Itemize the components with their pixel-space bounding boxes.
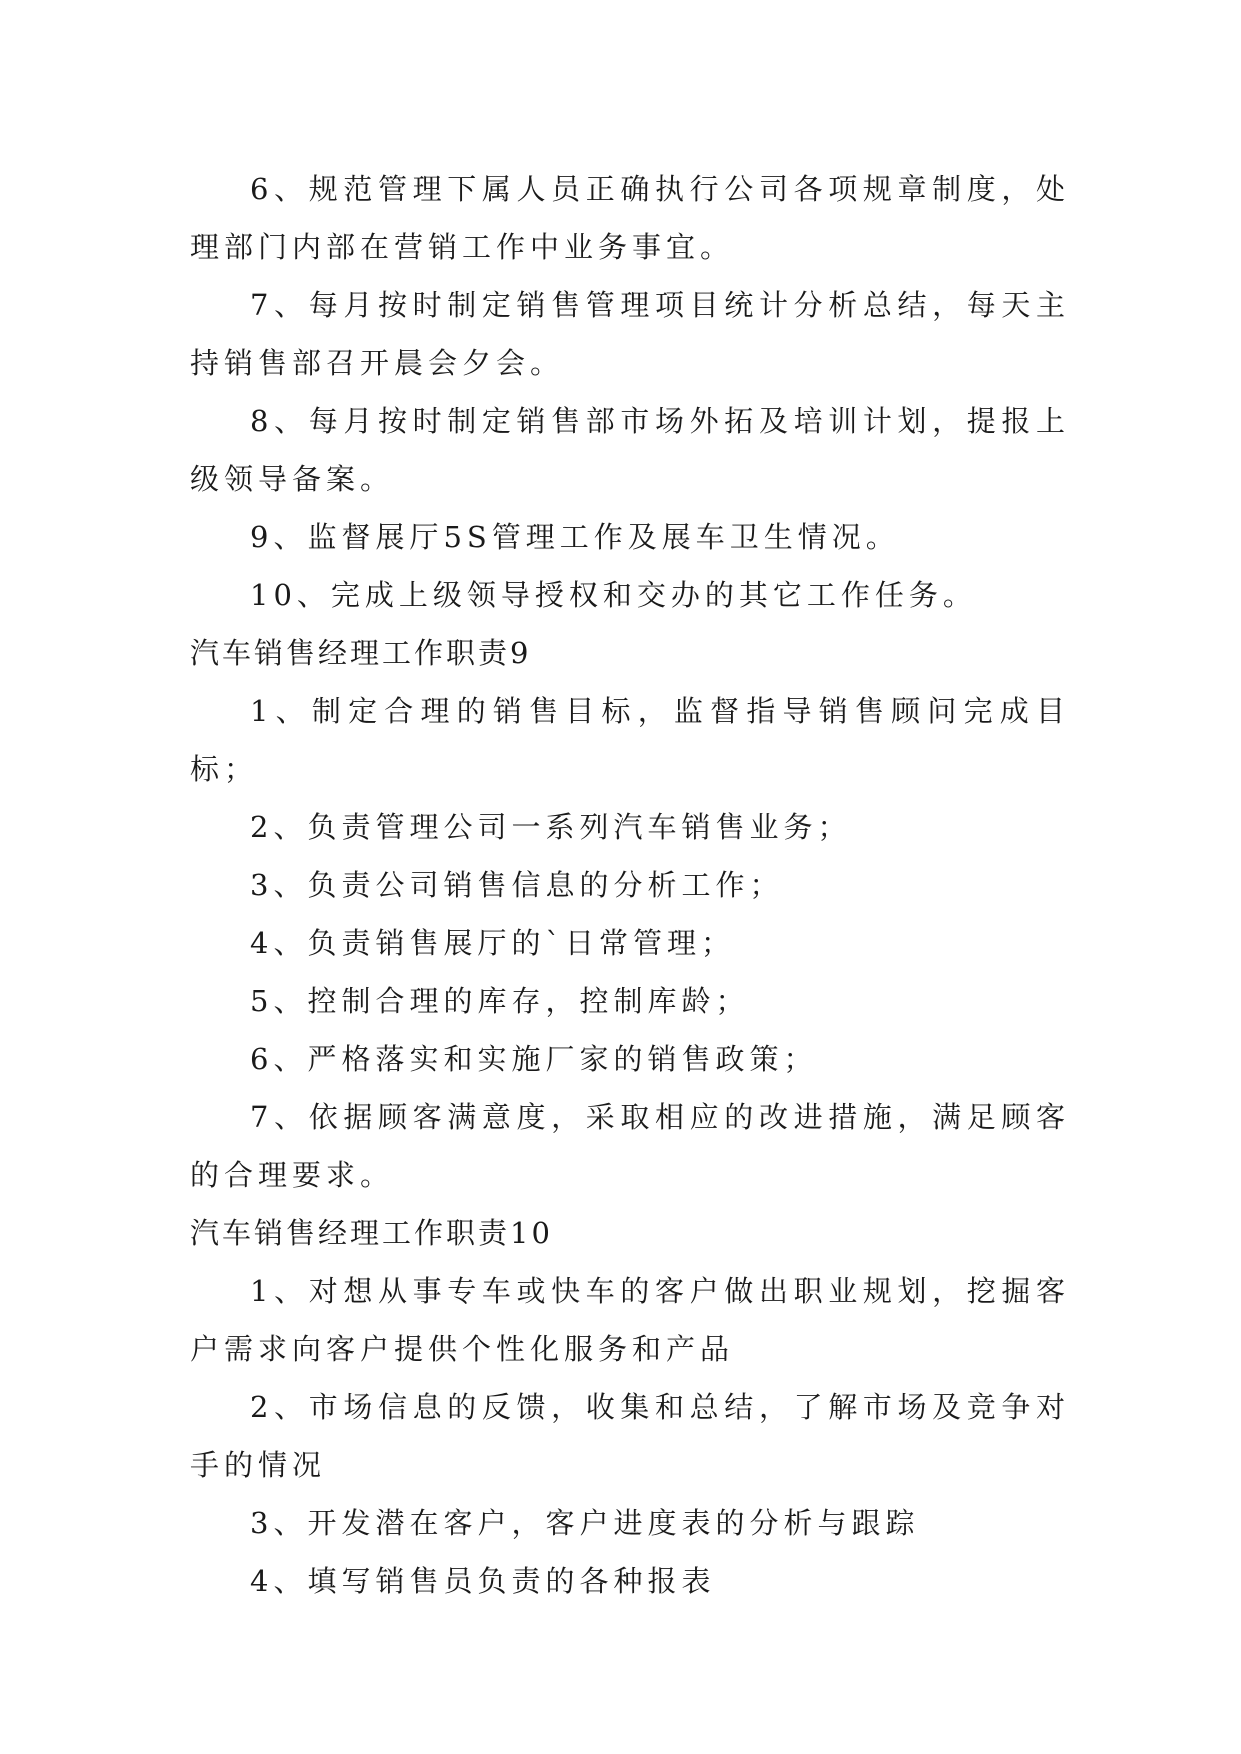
list-item: 2、负责管理公司一系列汽车销售业务；	[250, 810, 852, 844]
list-item: 7、依据顾客满意度，采取相应的改进措施，满足顾客的合理要求。	[190, 1100, 1070, 1192]
list-item: 4、负责销售展厅的`日常管理；	[250, 926, 735, 960]
list-item: 2、市场信息的反馈，收集和总结，了解市场及竞争对手的情况	[190, 1390, 1070, 1482]
list-item: 3、负责公司销售信息的分析工作；	[250, 868, 784, 902]
list-item: 3、开发潜在客户，客户进度表的分析与跟踪	[250, 1506, 920, 1540]
paragraph-item-7: 7、每月按时制定销售管理项目统计分析总结，每天主持销售部召开晨会夕会。	[190, 288, 1070, 380]
section-heading-9: 汽车销售经理工作职责9	[190, 636, 532, 670]
paragraph-item-6: 6、规范管理下属人员正确执行公司各项规章制度，处理部门内部在营销工作中业务事宜。	[190, 172, 1070, 264]
paragraph-item-9: 9、监督展厅5S管理工作及展车卫生情况。	[250, 520, 900, 554]
section-heading-10: 汽车销售经理工作职责10	[190, 1216, 553, 1250]
document-body	[190, 160, 1070, 1610]
paragraph-item-8: 8、每月按时制定销售部市场外拓及培训计划，提报上级领导备案。	[190, 404, 1070, 496]
list-item: 1、对想从事专车或快车的客户做出职业规划，挖掘客户需求向客户提供个性化服务和产品	[190, 1274, 1070, 1366]
paragraph-item-10: 10、完成上级领导授权和交办的其它工作任务。	[250, 578, 977, 612]
list-item: 4、填写销售员负责的各种报表	[250, 1564, 716, 1598]
list-item: 6、严格落实和实施厂家的销售政策；	[250, 1042, 818, 1076]
list-item: 5、控制合理的库存，控制库龄；	[250, 984, 750, 1018]
list-item: 1、制定合理的销售目标，监督指导销售顾问完成目标；	[190, 694, 1070, 786]
